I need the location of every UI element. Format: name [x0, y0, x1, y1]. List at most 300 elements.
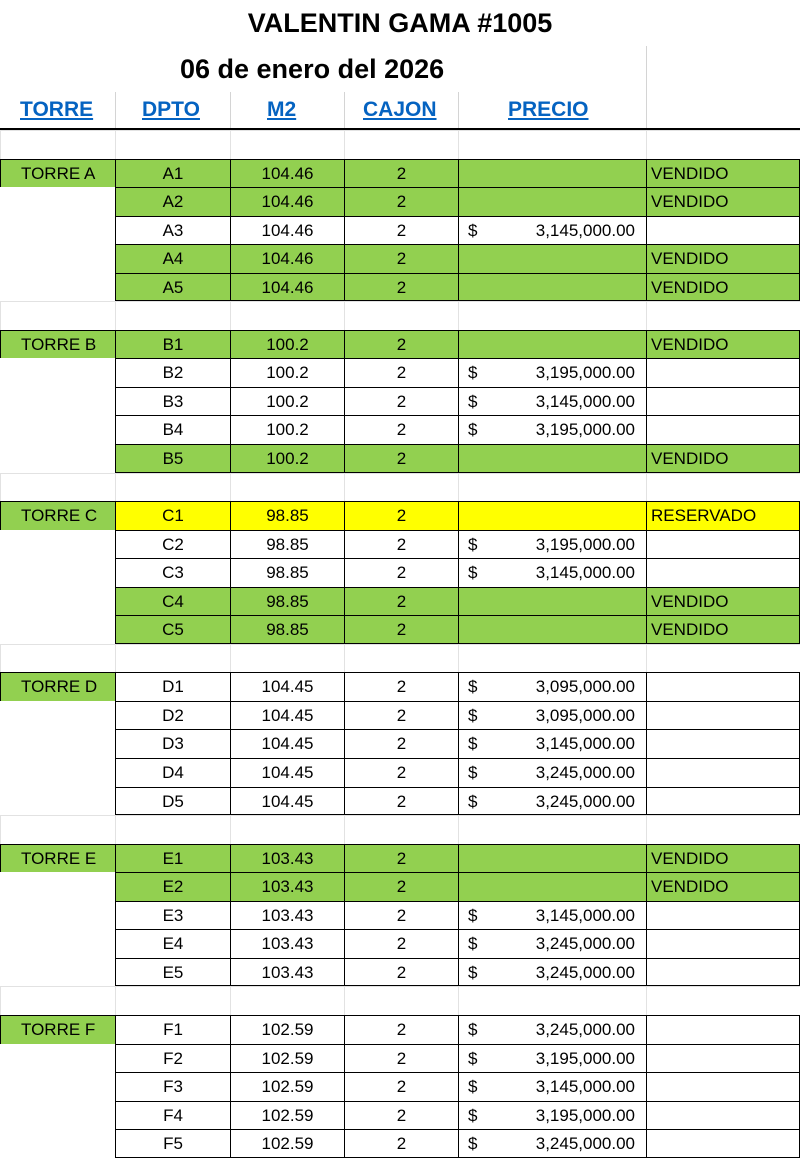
dpto-cell[interactable]: F1 — [115, 1015, 230, 1044]
table-row — [0, 729, 800, 758]
status-cell[interactable] — [646, 729, 800, 758]
torre-cell[interactable]: TORRE D — [0, 672, 115, 701]
precio-cell[interactable] — [458, 1072, 646, 1101]
table-row — [0, 558, 800, 587]
cajon-cell[interactable]: 2 — [344, 787, 458, 816]
empty-cell[interactable] — [458, 130, 646, 159]
empty-cell[interactable] — [344, 130, 458, 159]
torre-cell[interactable] — [0, 444, 115, 473]
empty-cell[interactable] — [344, 301, 458, 330]
m2-cell[interactable]: 103.43 — [230, 901, 344, 930]
spacer-row — [0, 815, 800, 844]
status-cell[interactable]: VENDIDO — [646, 615, 800, 644]
precio-cell[interactable] — [458, 672, 646, 701]
m2-cell[interactable]: 104.45 — [230, 787, 344, 816]
price-value: 3,245,000.00 — [535, 1019, 635, 1039]
table-row — [0, 501, 800, 530]
status-cell[interactable] — [646, 672, 800, 701]
m2-cell[interactable]: 100.2 — [230, 444, 344, 473]
status-cell[interactable] — [646, 929, 800, 958]
m2-cell[interactable]: 104.46 — [230, 216, 344, 245]
m2-cell[interactable]: 100.2 — [230, 330, 344, 359]
price-value: 3,245,000.00 — [535, 763, 635, 783]
dpto-cell[interactable]: F3 — [115, 1072, 230, 1101]
price-value: 3,195,000.00 — [535, 534, 635, 554]
dpto-cell[interactable]: D3 — [115, 729, 230, 758]
table-row — [0, 387, 800, 416]
table-row — [0, 330, 800, 359]
empty-cell[interactable] — [646, 473, 800, 502]
cajon-cell[interactable]: 2 — [344, 330, 458, 359]
table-row — [0, 444, 800, 473]
dpto-cell[interactable]: F2 — [115, 1044, 230, 1073]
empty-cell[interactable] — [230, 815, 344, 844]
currency-symbol: $ — [468, 1019, 478, 1039]
cajon-cell[interactable]: 2 — [344, 587, 458, 616]
precio-cell[interactable] — [458, 444, 646, 473]
precio-cell[interactable] — [458, 1129, 646, 1158]
dpto-cell[interactable]: A5 — [115, 273, 230, 302]
cajon-cell[interactable]: 2 — [344, 187, 458, 216]
m2-cell[interactable]: 104.45 — [230, 701, 344, 730]
empty-cell[interactable] — [646, 644, 800, 673]
price-value: 3,245,000.00 — [535, 791, 635, 811]
precio-cell[interactable] — [458, 615, 646, 644]
dpto-cell[interactable]: F4 — [115, 1101, 230, 1130]
m2-cell[interactable]: 103.43 — [230, 958, 344, 987]
table-row — [0, 244, 800, 273]
dpto-cell[interactable]: C3 — [115, 558, 230, 587]
status-cell[interactable] — [646, 1015, 800, 1044]
empty-cell[interactable] — [0, 815, 115, 844]
torre-cell[interactable] — [0, 1129, 115, 1158]
status-cell[interactable] — [646, 787, 800, 816]
torre-cell[interactable] — [0, 701, 115, 730]
table-row — [0, 415, 800, 444]
empty-cell[interactable] — [344, 473, 458, 502]
torre-cell[interactable] — [0, 1101, 115, 1130]
m2-cell[interactable]: 104.46 — [230, 187, 344, 216]
currency-symbol: $ — [468, 763, 478, 783]
header-torre[interactable]: TORRE — [20, 98, 94, 121]
status-cell[interactable]: VENDIDO — [646, 587, 800, 616]
price-value: 3,145,000.00 — [535, 220, 635, 240]
empty-cell[interactable] — [344, 815, 458, 844]
cajon-cell[interactable]: 2 — [344, 958, 458, 987]
torre-cell[interactable] — [0, 358, 115, 387]
dpto-cell[interactable]: B3 — [115, 387, 230, 416]
status-cell[interactable] — [646, 358, 800, 387]
empty-cell[interactable] — [646, 986, 800, 1015]
m2-cell[interactable]: 102.59 — [230, 1015, 344, 1044]
empty-cell[interactable] — [230, 130, 344, 159]
cajon-cell[interactable]: 2 — [344, 701, 458, 730]
m2-cell[interactable]: 100.2 — [230, 415, 344, 444]
currency-symbol: $ — [468, 1105, 478, 1125]
torre-cell[interactable] — [0, 530, 115, 559]
price-value: 3,145,000.00 — [535, 905, 635, 925]
dpto-cell[interactable]: B2 — [115, 358, 230, 387]
currency-symbol: $ — [468, 534, 478, 554]
precio-cell[interactable] — [458, 501, 646, 530]
dpto-cell[interactable]: A1 — [115, 159, 230, 188]
empty-cell[interactable] — [230, 986, 344, 1015]
empty-cell[interactable] — [115, 473, 230, 502]
dpto-cell[interactable]: D2 — [115, 701, 230, 730]
status-cell[interactable] — [646, 958, 800, 987]
table-row — [0, 1044, 800, 1073]
torre-cell[interactable] — [0, 415, 115, 444]
precio-cell[interactable] — [458, 729, 646, 758]
price-value: 3,095,000.00 — [535, 677, 635, 697]
m2-cell[interactable]: 104.46 — [230, 244, 344, 273]
torre-cell[interactable] — [0, 187, 115, 216]
empty-cell[interactable] — [115, 815, 230, 844]
status-cell[interactable]: VENDIDO — [646, 159, 800, 188]
torre-cell[interactable] — [0, 216, 115, 245]
dpto-cell[interactable]: A3 — [115, 216, 230, 245]
torre-cell[interactable] — [0, 901, 115, 930]
gridline — [646, 92, 647, 128]
m2-cell[interactable]: 98.85 — [230, 501, 344, 530]
empty-cell[interactable] — [230, 301, 344, 330]
m2-cell[interactable]: 98.85 — [230, 615, 344, 644]
table-row — [0, 187, 800, 216]
precio-cell[interactable] — [458, 159, 646, 188]
m2-cell[interactable]: 98.85 — [230, 587, 344, 616]
price-value: 3,145,000.00 — [535, 563, 635, 583]
dpto-cell[interactable]: B1 — [115, 330, 230, 359]
status-cell[interactable]: VENDIDO — [646, 444, 800, 473]
empty-cell[interactable] — [0, 301, 115, 330]
cajon-cell[interactable]: 2 — [344, 1015, 458, 1044]
status-cell[interactable] — [646, 1072, 800, 1101]
dpto-cell[interactable]: E3 — [115, 901, 230, 930]
empty-cell[interactable] — [458, 473, 646, 502]
spacer-row — [0, 473, 800, 502]
precio-cell[interactable] — [458, 244, 646, 273]
cajon-cell[interactable]: 2 — [344, 415, 458, 444]
price-value: 3,145,000.00 — [535, 391, 635, 411]
m2-cell[interactable]: 104.45 — [230, 758, 344, 787]
cajon-cell[interactable]: 2 — [344, 729, 458, 758]
status-cell[interactable] — [646, 758, 800, 787]
dpto-cell[interactable]: D5 — [115, 787, 230, 816]
page-title[interactable]: VALENTIN GAMA #1005 — [247, 8, 553, 38]
m2-cell[interactable]: 98.85 — [230, 530, 344, 559]
empty-cell[interactable] — [458, 815, 646, 844]
dpto-cell[interactable]: E1 — [115, 844, 230, 873]
dpto-cell[interactable]: C1 — [115, 501, 230, 530]
gridline — [344, 92, 345, 128]
currency-symbol: $ — [468, 563, 478, 583]
cajon-cell[interactable]: 2 — [344, 844, 458, 873]
torre-cell[interactable] — [0, 273, 115, 302]
status-cell[interactable]: RESERVADO — [646, 501, 800, 530]
table-row — [0, 958, 800, 987]
table-row — [0, 1101, 800, 1130]
empty-cell[interactable] — [230, 644, 344, 673]
table-row — [0, 615, 800, 644]
dpto-cell[interactable]: C5 — [115, 615, 230, 644]
header-m2[interactable]: M2 — [267, 98, 297, 121]
m2-cell[interactable]: 103.43 — [230, 872, 344, 901]
cajon-cell[interactable]: 2 — [344, 244, 458, 273]
status-cell[interactable] — [646, 1044, 800, 1073]
status-cell[interactable]: VENDIDO — [646, 330, 800, 359]
torre-cell[interactable] — [0, 729, 115, 758]
torre-cell[interactable] — [0, 872, 115, 901]
status-cell[interactable] — [646, 1101, 800, 1130]
table-row — [0, 758, 800, 787]
cajon-cell[interactable]: 2 — [344, 1129, 458, 1158]
empty-cell[interactable] — [0, 644, 115, 673]
cajon-cell[interactable]: 2 — [344, 672, 458, 701]
cajon-cell[interactable]: 2 — [344, 387, 458, 416]
currency-symbol: $ — [468, 677, 478, 697]
torre-cell[interactable] — [0, 958, 115, 987]
cajon-cell[interactable]: 2 — [344, 216, 458, 245]
torre-cell[interactable] — [0, 1044, 115, 1073]
m2-cell[interactable]: 102.59 — [230, 1101, 344, 1130]
cajon-cell[interactable]: 2 — [344, 159, 458, 188]
torre-cell[interactable]: TORRE F — [0, 1015, 115, 1044]
m2-cell[interactable]: 98.85 — [230, 558, 344, 587]
gridline — [646, 46, 647, 92]
table-row — [0, 273, 800, 302]
empty-cell[interactable] — [0, 130, 115, 159]
torre-cell[interactable] — [0, 787, 115, 816]
price-value: 3,195,000.00 — [535, 1048, 635, 1068]
empty-cell[interactable] — [0, 986, 115, 1015]
header-precio[interactable]: PRECIO — [508, 98, 589, 121]
torre-cell[interactable]: TORRE E — [0, 844, 115, 873]
dpto-cell[interactable]: D1 — [115, 672, 230, 701]
precio-cell[interactable] — [458, 530, 646, 559]
m2-cell[interactable]: 104.45 — [230, 672, 344, 701]
precio-cell[interactable] — [458, 187, 646, 216]
m2-cell[interactable]: 104.46 — [230, 273, 344, 302]
torre-cell[interactable]: TORRE B — [0, 330, 115, 359]
cajon-cell[interactable]: 2 — [344, 1101, 458, 1130]
table-row — [0, 672, 800, 701]
currency-symbol: $ — [468, 420, 478, 440]
m2-cell[interactable]: 102.59 — [230, 1044, 344, 1073]
gridline — [115, 92, 116, 128]
torre-cell[interactable]: TORRE A — [0, 159, 115, 188]
precio-cell[interactable] — [458, 273, 646, 302]
date-label[interactable]: 06 de enero del 2026 — [180, 54, 445, 84]
empty-cell[interactable] — [115, 130, 230, 159]
header-dpto[interactable]: DPTO — [142, 98, 200, 121]
empty-cell[interactable] — [458, 644, 646, 673]
currency-symbol: $ — [468, 1134, 478, 1154]
empty-cell[interactable] — [115, 644, 230, 673]
precio-cell[interactable] — [458, 1015, 646, 1044]
m2-cell[interactable]: 102.59 — [230, 1072, 344, 1101]
price-value: 3,145,000.00 — [535, 734, 635, 754]
precio-cell[interactable] — [458, 958, 646, 987]
cajon-cell[interactable]: 2 — [344, 1072, 458, 1101]
precio-cell[interactable] — [458, 844, 646, 873]
empty-cell[interactable] — [344, 986, 458, 1015]
price-value: 3,195,000.00 — [535, 1105, 635, 1125]
dpto-cell[interactable]: C2 — [115, 530, 230, 559]
status-cell[interactable] — [646, 558, 800, 587]
precio-cell[interactable] — [458, 787, 646, 816]
status-cell[interactable] — [646, 415, 800, 444]
cajon-cell[interactable]: 2 — [344, 929, 458, 958]
m2-cell[interactable]: 100.2 — [230, 358, 344, 387]
table-row — [0, 358, 800, 387]
torre-cell[interactable] — [0, 387, 115, 416]
status-cell[interactable]: VENDIDO — [646, 244, 800, 273]
empty-cell[interactable] — [115, 301, 230, 330]
precio-cell[interactable] — [458, 758, 646, 787]
table-row — [0, 701, 800, 730]
status-cell[interactable]: VENDIDO — [646, 273, 800, 302]
table-row — [0, 787, 800, 816]
status-cell[interactable] — [646, 701, 800, 730]
status-cell[interactable]: VENDIDO — [646, 187, 800, 216]
status-cell[interactable] — [646, 216, 800, 245]
empty-cell[interactable] — [458, 986, 646, 1015]
spacer-row — [0, 986, 800, 1015]
cajon-cell[interactable]: 2 — [344, 501, 458, 530]
precio-cell[interactable] — [458, 387, 646, 416]
price-value: 3,245,000.00 — [535, 934, 635, 954]
currency-symbol: $ — [468, 934, 478, 954]
price-value: 3,095,000.00 — [535, 705, 635, 725]
torre-cell[interactable] — [0, 244, 115, 273]
torre-cell[interactable] — [0, 929, 115, 958]
precio-cell[interactable] — [458, 587, 646, 616]
currency-symbol: $ — [468, 905, 478, 925]
cajon-cell[interactable]: 2 — [344, 558, 458, 587]
m2-cell[interactable]: 102.59 — [230, 1129, 344, 1158]
currency-symbol: $ — [468, 220, 478, 240]
dpto-cell[interactable]: B5 — [115, 444, 230, 473]
currency-symbol: $ — [468, 391, 478, 411]
torre-cell[interactable] — [0, 615, 115, 644]
dpto-cell[interactable]: C4 — [115, 587, 230, 616]
empty-cell[interactable] — [646, 301, 800, 330]
dpto-cell[interactable]: E5 — [115, 958, 230, 987]
empty-cell[interactable] — [646, 815, 800, 844]
units-table — [0, 130, 800, 1158]
table-row — [0, 1015, 800, 1044]
precio-cell[interactable] — [458, 216, 646, 245]
table-row — [0, 587, 800, 616]
empty-cell[interactable] — [115, 986, 230, 1015]
table-row — [0, 530, 800, 559]
currency-symbol: $ — [468, 1048, 478, 1068]
precio-cell[interactable] — [458, 701, 646, 730]
dpto-cell[interactable]: E2 — [115, 872, 230, 901]
header-cajon[interactable]: CAJON — [363, 98, 437, 121]
status-cell[interactable] — [646, 387, 800, 416]
cajon-cell[interactable]: 2 — [344, 358, 458, 387]
status-cell[interactable] — [646, 901, 800, 930]
cajon-cell[interactable]: 2 — [344, 273, 458, 302]
currency-symbol: $ — [468, 705, 478, 725]
m2-cell[interactable]: 104.46 — [230, 159, 344, 188]
m2-cell[interactable]: 103.43 — [230, 844, 344, 873]
table-row — [0, 901, 800, 930]
currency-symbol: $ — [468, 791, 478, 811]
cajon-cell[interactable]: 2 — [344, 615, 458, 644]
m2-cell[interactable]: 100.2 — [230, 387, 344, 416]
torre-cell[interactable]: TORRE C — [0, 501, 115, 530]
precio-cell[interactable] — [458, 1044, 646, 1073]
column-header-row — [0, 92, 800, 130]
price-value: 3,245,000.00 — [535, 1134, 635, 1154]
precio-cell[interactable] — [458, 558, 646, 587]
cajon-cell[interactable]: 2 — [344, 530, 458, 559]
status-cell[interactable]: VENDIDO — [646, 872, 800, 901]
empty-cell[interactable] — [458, 301, 646, 330]
empty-cell[interactable] — [230, 473, 344, 502]
empty-cell[interactable] — [344, 644, 458, 673]
precio-cell[interactable] — [458, 358, 646, 387]
price-value: 3,195,000.00 — [535, 420, 635, 440]
dpto-cell[interactable]: B4 — [115, 415, 230, 444]
price-value: 3,195,000.00 — [535, 363, 635, 383]
m2-cell[interactable]: 104.45 — [230, 729, 344, 758]
dpto-cell[interactable]: A2 — [115, 187, 230, 216]
cajon-cell[interactable]: 2 — [344, 872, 458, 901]
torre-cell[interactable] — [0, 758, 115, 787]
table-row — [0, 1072, 800, 1101]
cajon-cell[interactable]: 2 — [344, 901, 458, 930]
precio-cell[interactable] — [458, 901, 646, 930]
currency-symbol: $ — [468, 1077, 478, 1097]
empty-cell[interactable] — [0, 473, 115, 502]
cajon-cell[interactable]: 2 — [344, 1044, 458, 1073]
precio-cell[interactable] — [458, 415, 646, 444]
m2-cell[interactable]: 103.43 — [230, 929, 344, 958]
table-row — [0, 159, 800, 188]
currency-symbol: $ — [468, 962, 478, 982]
table-row — [0, 872, 800, 901]
dpto-cell[interactable]: E4 — [115, 929, 230, 958]
status-cell[interactable] — [646, 530, 800, 559]
torre-cell[interactable] — [0, 587, 115, 616]
torre-cell[interactable] — [0, 558, 115, 587]
torre-cell[interactable] — [0, 1072, 115, 1101]
spacer-row — [0, 644, 800, 673]
precio-cell[interactable] — [458, 872, 646, 901]
cajon-cell[interactable]: 2 — [344, 444, 458, 473]
precio-cell[interactable] — [458, 929, 646, 958]
dpto-cell[interactable]: D4 — [115, 758, 230, 787]
status-cell[interactable]: VENDIDO — [646, 844, 800, 873]
precio-cell[interactable] — [458, 330, 646, 359]
table-row — [0, 929, 800, 958]
precio-cell[interactable] — [458, 1101, 646, 1130]
price-value: 3,245,000.00 — [535, 962, 635, 982]
empty-cell[interactable] — [646, 130, 800, 159]
price-value: 3,145,000.00 — [535, 1077, 635, 1097]
status-cell[interactable] — [646, 1129, 800, 1158]
cajon-cell[interactable]: 2 — [344, 758, 458, 787]
currency-symbol: $ — [468, 363, 478, 383]
table-row — [0, 844, 800, 873]
dpto-cell[interactable]: A4 — [115, 244, 230, 273]
table-row — [0, 216, 800, 245]
dpto-cell[interactable]: F5 — [115, 1129, 230, 1158]
spacer-row — [0, 130, 800, 159]
